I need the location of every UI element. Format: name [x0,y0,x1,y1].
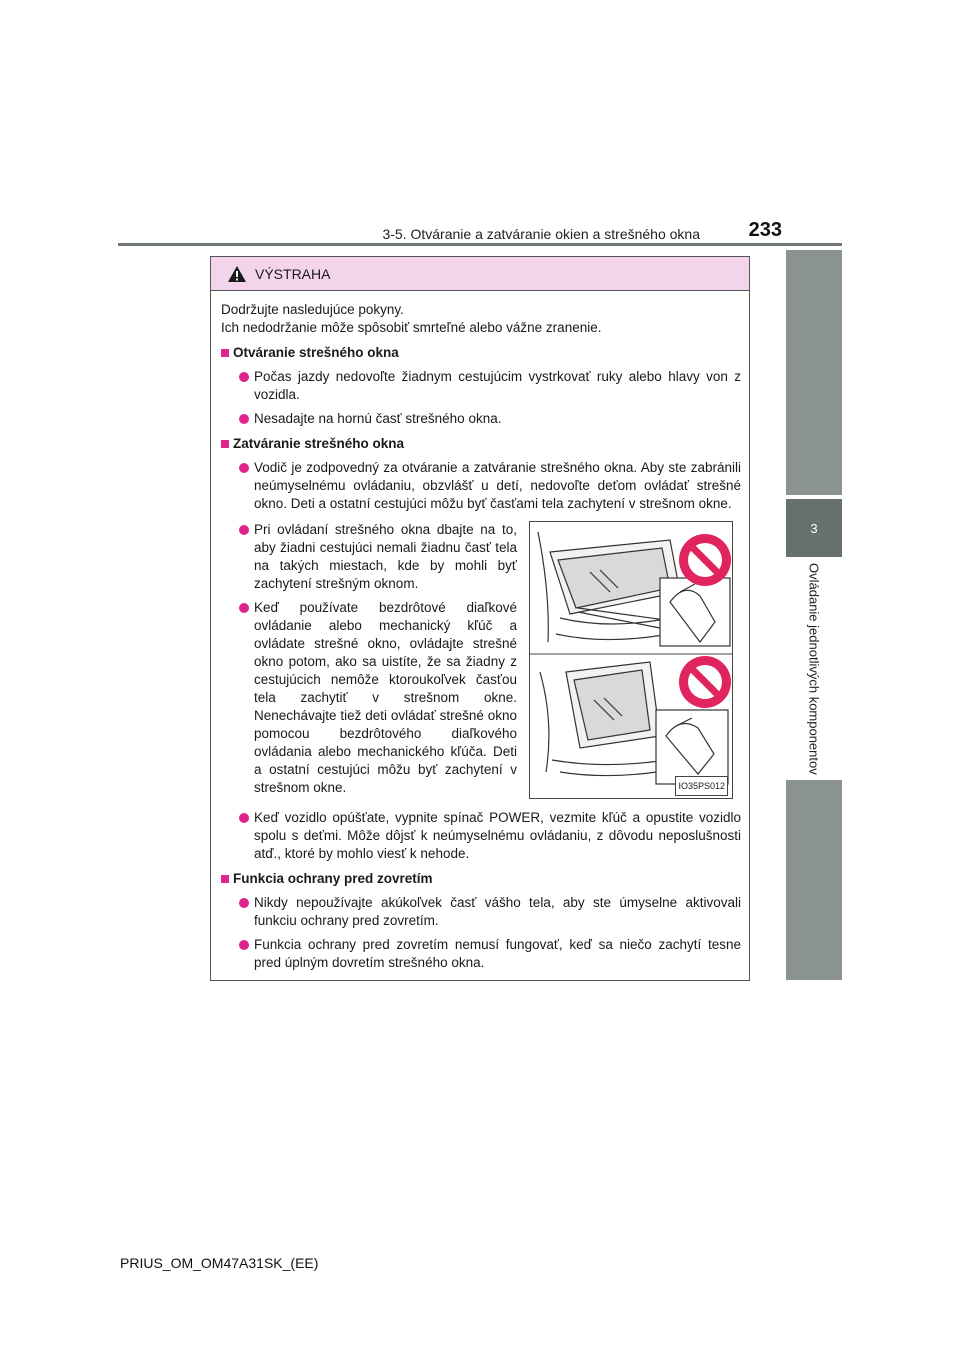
intro-line: Ich nedodržanie môže spôsobiť smrteľné alebo vážne zranenie. [221,320,602,335]
list-item: Pri ovládaní strešného okna dbajte na to, aby žiadni cestujúci nemali žiadnu časť tela na takých miestach, kde by mohli byť zachytení strešným oknom. [221,521,517,593]
square-bullet-icon [221,875,229,883]
document-code: PRIUS_OM_OM47A31SK_(EE) [120,1255,319,1271]
section-heading: Zatváranie strešného okna [221,435,741,453]
list-item: Keď používate bezdrôtové diaľkové ovládanie alebo mechanický kľúč a ovládate strešné okno, ovládajte strešné okno potom, ako sa uistíte, že sa žiadny z cestujúcich nemôže ktoroukoľvek časťou tela zachytiť v strešnom okne. Nenechávajte tiež deti ovládať strešné okno pomocou bezdrôtového diaľkového ovládania alebo mechanického kľúča. Deti a ostatní cestujúci môžu byť zachytení v strešnom okne. [221,599,517,797]
round-bullet-icon [239,414,249,424]
round-bullet-icon [239,525,249,535]
round-bullet-icon [239,463,249,473]
warning-header [211,257,749,291]
prohibition-icon [679,534,731,586]
sunroof-pinch-hazard-illustration [530,522,732,798]
list-item: Počas jazdy nedovoľte žiadnym cestujúcim vystrkovať ruky alebo hlavy von z vozidla. [221,368,741,404]
list-item: Funkcia ochrany pred zovretím nemusí fungovať, keď sa niečo zachytí tesne pred úplným dovretím strešného okna. [221,936,741,972]
warning-body [211,291,749,972]
figure-row [221,521,741,803]
round-bullet-icon [239,898,249,908]
section-title: 3-5. Otváranie a zatváranie okien a strešného okna [382,226,700,242]
figure-label: IO35PS012 [675,776,728,796]
list-item: Keď vozidlo opúšťate, vypnite spínač POWER, vezmite kľúč a opustite vozidlo spolu s deťmi. Môže dôjsť k neúmyselnému ovládaniu, z dôvodu neposlušnosti atď., ktoré by mohlo viesť k nehode. [221,809,741,863]
sunroof-illustration [529,521,733,799]
header-divider [118,243,842,246]
warning-triangle-icon [227,265,247,283]
prohibition-icon [679,656,731,708]
chapter-number-tab [786,499,842,557]
hand-icon [660,578,730,646]
round-bullet-icon [239,940,249,950]
side-tab-top [786,250,842,495]
page-number: 233 [748,219,782,241]
chapter-number: 3 [810,520,818,536]
round-bullet-icon [239,603,249,613]
figure-text-column [221,521,517,803]
list-item: Nikdy nepoužívajte akúkoľvek časť vášho tela, aby ste úmyselne aktivovali funkciu ochrany pred zovretím. [221,894,741,930]
chapter-title: Ovládanie jednotlivých komponentov [806,563,822,775]
warning-box [210,256,750,981]
side-tab-bottom [786,780,842,980]
section-heading: Funkcia ochrany pred zovretím [221,870,741,888]
chapter-title-tab [786,560,842,778]
square-bullet-icon [221,349,229,357]
warning-intro [221,301,741,337]
intro-line: Dodržujte nasledujúce pokyny. [221,302,404,317]
section-heading: Otváranie strešného okna [221,344,741,362]
square-bullet-icon [221,440,229,448]
warning-title: VÝSTRAHA [255,265,331,282]
hand-icon [656,710,728,784]
round-bullet-icon [239,372,249,382]
round-bullet-icon [239,813,249,823]
list-item: Vodič je zodpovedný za otváranie a zatváranie strešného okna. Aby ste zabránili neúmyselnému ovládaniu, obzvlášť u detí, nedovoľte deťom ovládať strešné okno. Deti a ostatní cestujúci môžu byť časťami tela zachytení v strešnom okne. [221,459,741,513]
list-item: Nesadajte na hornú časť strešného okna. [221,410,741,428]
